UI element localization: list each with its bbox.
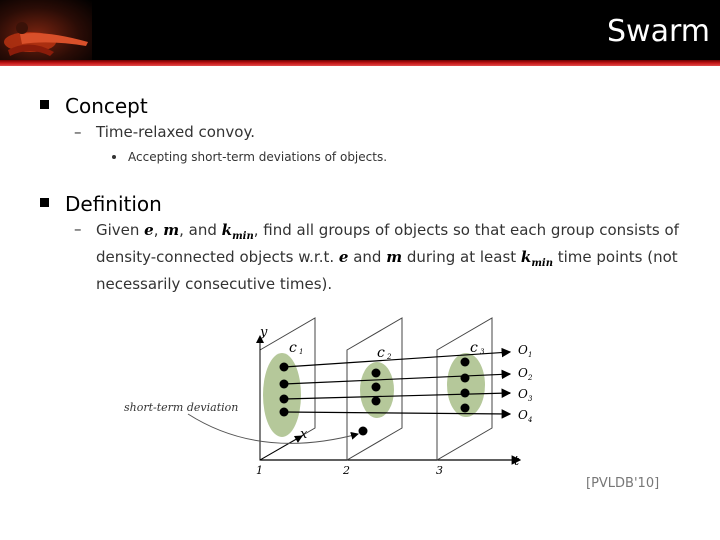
cluster-label-2: c — [377, 345, 385, 361]
object-sub-4: 4 — [528, 416, 533, 424]
axis-x-label: x — [300, 427, 308, 442]
cluster-label-1: c — [289, 340, 297, 356]
time-label-2: 2 — [343, 464, 350, 477]
time-label-1: 1 — [256, 464, 263, 477]
square-bullet-icon — [40, 100, 49, 109]
point — [280, 408, 289, 417]
point — [280, 380, 289, 389]
dot-bullet-icon — [112, 155, 116, 159]
cluster-sub-3: 3 — [480, 348, 485, 356]
header-photo — [0, 0, 92, 64]
concept-sub: Time-relaxed convoy. — [96, 123, 255, 141]
swarm-diagram — [110, 310, 550, 480]
definition-line-2: density-connected objects w.r.t. e and m during at least $k_{min}$ time points (not — [96, 248, 678, 269]
x-axis — [260, 436, 302, 460]
point — [461, 404, 470, 413]
object-label-4: O — [518, 408, 528, 422]
object-label-1: O — [518, 343, 528, 357]
object-sub-3: 3 — [528, 395, 533, 403]
definition-line-3: necessarily consecutive times). — [96, 275, 333, 293]
cluster-label-3: c — [470, 340, 478, 356]
dash-icon: – — [74, 220, 82, 238]
axis-y-label: y — [260, 325, 268, 340]
point — [372, 383, 381, 392]
object-label-2: O — [518, 366, 528, 380]
bullet-concept-title: Concept — [65, 94, 148, 118]
trajectory-o4 — [284, 412, 510, 414]
point — [461, 389, 470, 398]
time-label-3: 3 — [436, 464, 443, 477]
point — [280, 395, 289, 404]
title-bar — [0, 0, 720, 66]
concept-detail-text: Accepting short-term deviations of objects. — [128, 150, 388, 164]
dash-icon: – — [74, 123, 82, 141]
point — [280, 363, 289, 372]
square-bullet-icon — [40, 198, 49, 207]
citation: [PVLDB'10] — [586, 476, 660, 491]
title-underline — [0, 60, 720, 66]
object-sub-1: 1 — [528, 351, 533, 359]
bullet-definition-title: Definition — [65, 192, 162, 216]
axis-t-label: t — [514, 454, 520, 469]
cluster-sub-1: 1 — [299, 348, 304, 356]
point — [461, 358, 470, 367]
object-label-3: O — [518, 387, 528, 401]
slide-title: Swarm — [607, 14, 710, 49]
deviation-label: short-term deviation — [124, 401, 239, 414]
object-sub-2: 2 — [528, 374, 533, 382]
point — [461, 374, 470, 383]
point — [372, 397, 381, 406]
definition-text — [96, 220, 679, 294]
definition-line-1: Given e, m, and $k_{min}$, find all groups of objects so that each group consists of — [96, 221, 679, 242]
point — [359, 427, 368, 436]
cluster-sub-2: 2 — [387, 353, 392, 361]
point — [372, 369, 381, 378]
